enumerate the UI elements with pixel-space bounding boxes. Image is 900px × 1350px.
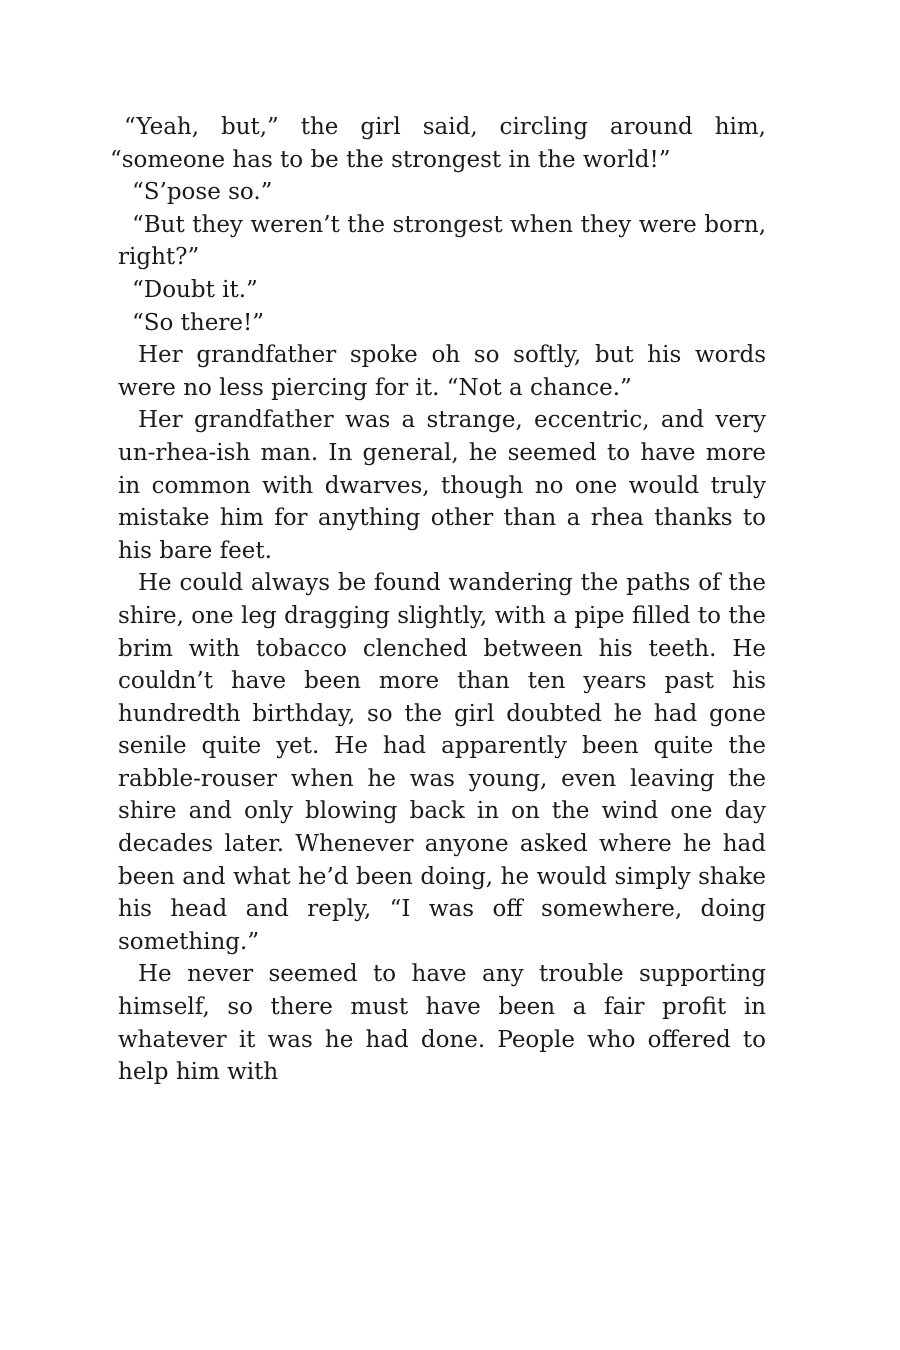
paragraph: He never seemed to have any trouble supporting himself, so there must have been a fair profit in whatever it was he had done. People who offered to help him with xyxy=(118,961,766,1086)
book-page xyxy=(110,111,766,1089)
paragraph: Her grandfather was a strange, eccentric, and very un-rhea-ish man. In general, he seemed to have more in common with dwarves, though no one would truly mistake him for anything other than a rhea thanks to his bare feet. xyxy=(118,407,766,564)
paragraph: “Yeah, but,” the girl said, circling around him, “someone has to be the strongest in the world!” xyxy=(110,114,766,173)
paragraph: He could always be found wandering the paths of the shire, one leg dragging slightly, with a pipe filled to the brim with tobacco clenched between his teeth. He couldn’t have been more than ten years past his hundredth birthday, so the girl doubted he had gone senile quite yet. He had apparently been quite the rabble-rouser when he was young, even leaving the shire and only blowing back in on the wind one day decades later. Whenever anyone asked where he had been and what he’d been doing, he would simply shake his head and reply, “I was off somewhere, doing something.” xyxy=(118,570,766,955)
paragraph: “Doubt it.” xyxy=(132,276,258,303)
paragraph: “But they weren’t the strongest when they were born, right?” xyxy=(118,211,766,271)
paragraph: “So there!” xyxy=(132,309,264,336)
paragraph: “S’pose so.” xyxy=(132,179,273,206)
paragraph: Her grandfather spoke oh so softly, but his words were no less piercing for it. “Not a chance.” xyxy=(118,342,766,401)
